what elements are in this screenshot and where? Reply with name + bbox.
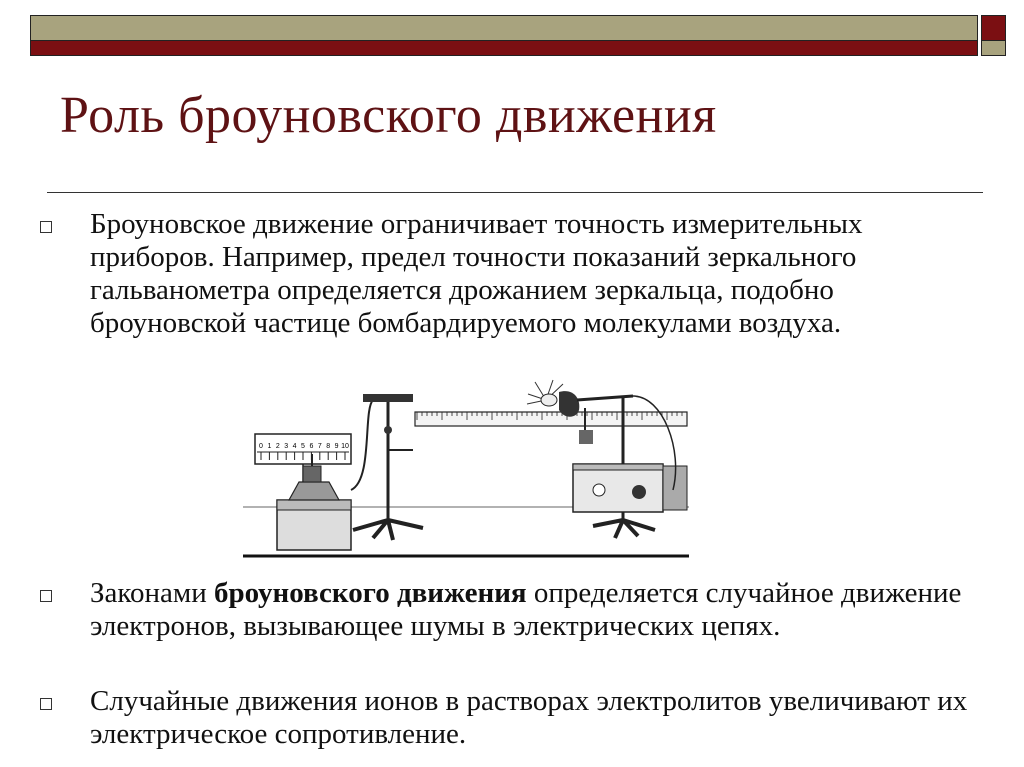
galvanometer-body [277,454,351,550]
scale-tick-label: 8 [326,443,331,450]
header-band-light [30,15,978,41]
bullet-text-3: Случайные движения ионов в растворах электролитов увеличивают их электрическое сопротивление. [90,685,968,750]
scale-tick-label: 3 [284,443,289,450]
scale-tick-label: 7 [317,443,322,450]
bullet-2-bold: броуновского движения [214,577,527,609]
bullet-text-1: Броуновское движение ограничивает точность измерительных приборов. Например, предел точности показаний зеркального гальванометра определяется дрожанием зеркальца, подобно броуновской частице бомбардируемого молекулами воздуха. [90,208,863,339]
scale-tick-label: 2 [275,443,280,450]
header-band-dark [30,41,978,56]
bullet-2-prefix: Законами [90,577,215,609]
scale-tick-label: 6 [309,443,314,450]
corner-square-light [981,41,1006,56]
bullet-2-suffix: определяется случайное движение электронов, вызывающее шумы в электрических цепях. [90,577,962,642]
slide-title: Роль броуновского движения [60,87,717,144]
bullet-square-icon [40,698,52,710]
ruler [415,412,687,426]
scale-tick-label: 5 [301,443,305,450]
scale-tick-label: 10 [341,443,349,450]
bullet-text-2 [90,577,990,643]
corner-square-dark [981,15,1006,41]
scale-panel [255,434,351,464]
scale-tick-label: 0 [259,443,263,450]
scale-tick-label: 9 [334,443,339,450]
bullet-square-icon [40,221,52,233]
scale-tick-label: 4 [292,443,297,450]
title-divider [47,192,983,193]
bullet-square-icon [40,590,52,602]
galvanometer-illustration [243,370,693,560]
power-supply [573,464,687,512]
scale-tick-label: 1 [267,443,272,450]
